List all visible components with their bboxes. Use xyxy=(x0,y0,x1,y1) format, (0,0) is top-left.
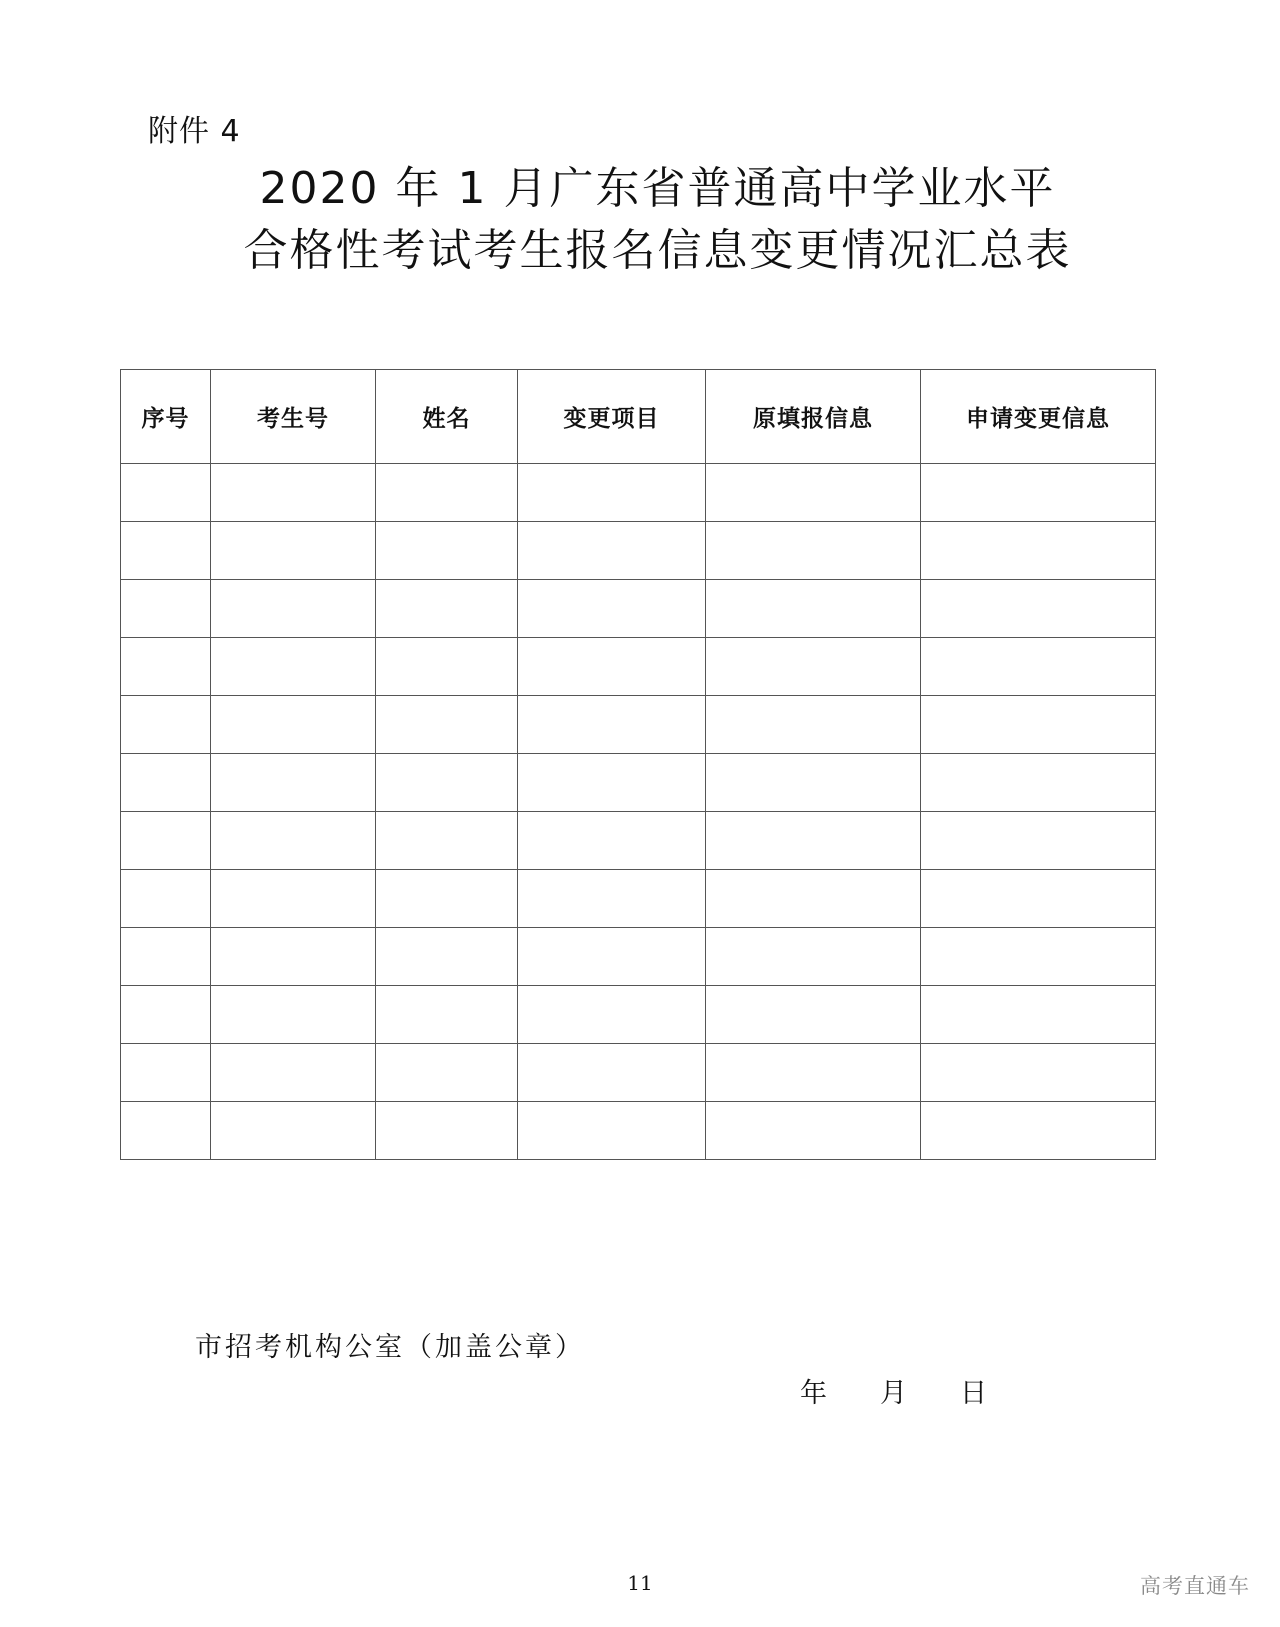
table-cell[interactable] xyxy=(376,812,518,870)
document-title-line1: 2020 年 1 月广东省普通高中学业水平 xyxy=(259,163,1056,214)
table-cell[interactable] xyxy=(706,580,921,638)
header-requested-info: 申请变更信息 xyxy=(921,370,1156,464)
document-title-line2: 合格性考试考生报名信息变更情况汇总表 xyxy=(243,225,1072,276)
table-cell[interactable] xyxy=(376,986,518,1044)
table-cell[interactable] xyxy=(518,696,706,754)
table-cell[interactable] xyxy=(121,464,211,522)
table-cell[interactable] xyxy=(121,754,211,812)
table-cell[interactable] xyxy=(706,870,921,928)
table-row xyxy=(121,986,1156,1044)
table-cell[interactable] xyxy=(121,522,211,580)
header-serial-number: 序号 xyxy=(121,370,211,464)
date-year-label: 年 xyxy=(800,1378,827,1409)
table-cell[interactable] xyxy=(518,464,706,522)
header-original-info: 原填报信息 xyxy=(706,370,921,464)
table-cell[interactable] xyxy=(211,696,376,754)
table-cell[interactable] xyxy=(518,870,706,928)
table-row xyxy=(121,928,1156,986)
table-cell[interactable] xyxy=(211,580,376,638)
table-cell[interactable] xyxy=(211,928,376,986)
table-cell[interactable] xyxy=(706,1102,921,1160)
table-cell[interactable] xyxy=(211,754,376,812)
table-cell[interactable] xyxy=(706,986,921,1044)
table-cell[interactable] xyxy=(121,870,211,928)
table-row xyxy=(121,870,1156,928)
table-cell[interactable] xyxy=(706,522,921,580)
table-cell[interactable] xyxy=(121,638,211,696)
table-cell[interactable] xyxy=(376,870,518,928)
table-cell[interactable] xyxy=(921,464,1156,522)
table-cell[interactable] xyxy=(921,1102,1156,1160)
table-cell[interactable] xyxy=(376,580,518,638)
table-cell[interactable] xyxy=(211,870,376,928)
table-cell[interactable] xyxy=(211,1044,376,1102)
table-cell[interactable] xyxy=(211,522,376,580)
table-row xyxy=(121,1044,1156,1102)
table-cell[interactable] xyxy=(121,1102,211,1160)
table-row xyxy=(121,522,1156,580)
table-cell[interactable] xyxy=(121,928,211,986)
table-cell[interactable] xyxy=(211,1102,376,1160)
table-cell[interactable] xyxy=(921,986,1156,1044)
table-body xyxy=(121,464,1156,1160)
table-cell[interactable] xyxy=(376,522,518,580)
change-summary-table xyxy=(120,369,1156,1160)
table-cell[interactable] xyxy=(376,638,518,696)
table-cell[interactable] xyxy=(921,1044,1156,1102)
table-cell[interactable] xyxy=(921,928,1156,986)
table-cell[interactable] xyxy=(376,754,518,812)
table-cell[interactable] xyxy=(518,1044,706,1102)
table-cell[interactable] xyxy=(921,870,1156,928)
table-row xyxy=(121,1102,1156,1160)
table-cell[interactable] xyxy=(706,812,921,870)
header-candidate-number: 考生号 xyxy=(211,370,376,464)
table-cell[interactable] xyxy=(121,696,211,754)
date-day-label: 日 xyxy=(960,1378,987,1409)
table-cell[interactable] xyxy=(706,1044,921,1102)
table-cell[interactable] xyxy=(376,1102,518,1160)
attachment-label: 附件 4 xyxy=(148,114,241,149)
table-cell[interactable] xyxy=(706,754,921,812)
table-cell[interactable] xyxy=(376,1044,518,1102)
table-cell[interactable] xyxy=(518,928,706,986)
date-line xyxy=(800,1376,987,1412)
table-cell[interactable] xyxy=(921,812,1156,870)
table-cell[interactable] xyxy=(211,812,376,870)
table-cell[interactable] xyxy=(121,986,211,1044)
table-cell[interactable] xyxy=(211,986,376,1044)
header-change-item: 变更项目 xyxy=(518,370,706,464)
table-cell[interactable] xyxy=(518,522,706,580)
table-cell[interactable] xyxy=(121,812,211,870)
table-cell[interactable] xyxy=(518,754,706,812)
header-name: 姓名 xyxy=(376,370,518,464)
table-row xyxy=(121,754,1156,812)
table-cell[interactable] xyxy=(706,638,921,696)
table-cell[interactable] xyxy=(706,464,921,522)
table-cell[interactable] xyxy=(121,580,211,638)
table-cell[interactable] xyxy=(211,464,376,522)
watermark-text: 高考直通车 xyxy=(1140,1574,1250,1598)
table-row xyxy=(121,696,1156,754)
table-cell[interactable] xyxy=(518,580,706,638)
page-number: 11 xyxy=(627,1571,653,1595)
table-cell[interactable] xyxy=(518,1102,706,1160)
table-cell[interactable] xyxy=(121,1044,211,1102)
table-cell[interactable] xyxy=(706,928,921,986)
table-row xyxy=(121,638,1156,696)
table-cell[interactable] xyxy=(921,522,1156,580)
table-cell[interactable] xyxy=(921,754,1156,812)
table-cell[interactable] xyxy=(921,696,1156,754)
office-seal-label: 市招考机构公室（加盖公章） xyxy=(195,1332,585,1363)
table-cell[interactable] xyxy=(518,638,706,696)
table-cell[interactable] xyxy=(921,580,1156,638)
table-row xyxy=(121,464,1156,522)
table-cell[interactable] xyxy=(921,638,1156,696)
table-cell[interactable] xyxy=(376,696,518,754)
table-header-row xyxy=(121,370,1156,464)
table-cell[interactable] xyxy=(376,928,518,986)
table-cell[interactable] xyxy=(518,986,706,1044)
table-cell[interactable] xyxy=(211,638,376,696)
table-cell[interactable] xyxy=(706,696,921,754)
table-row xyxy=(121,812,1156,870)
date-month-label: 月 xyxy=(880,1378,907,1409)
table-cell[interactable] xyxy=(518,812,706,870)
table-cell[interactable] xyxy=(376,464,518,522)
table-row xyxy=(121,580,1156,638)
